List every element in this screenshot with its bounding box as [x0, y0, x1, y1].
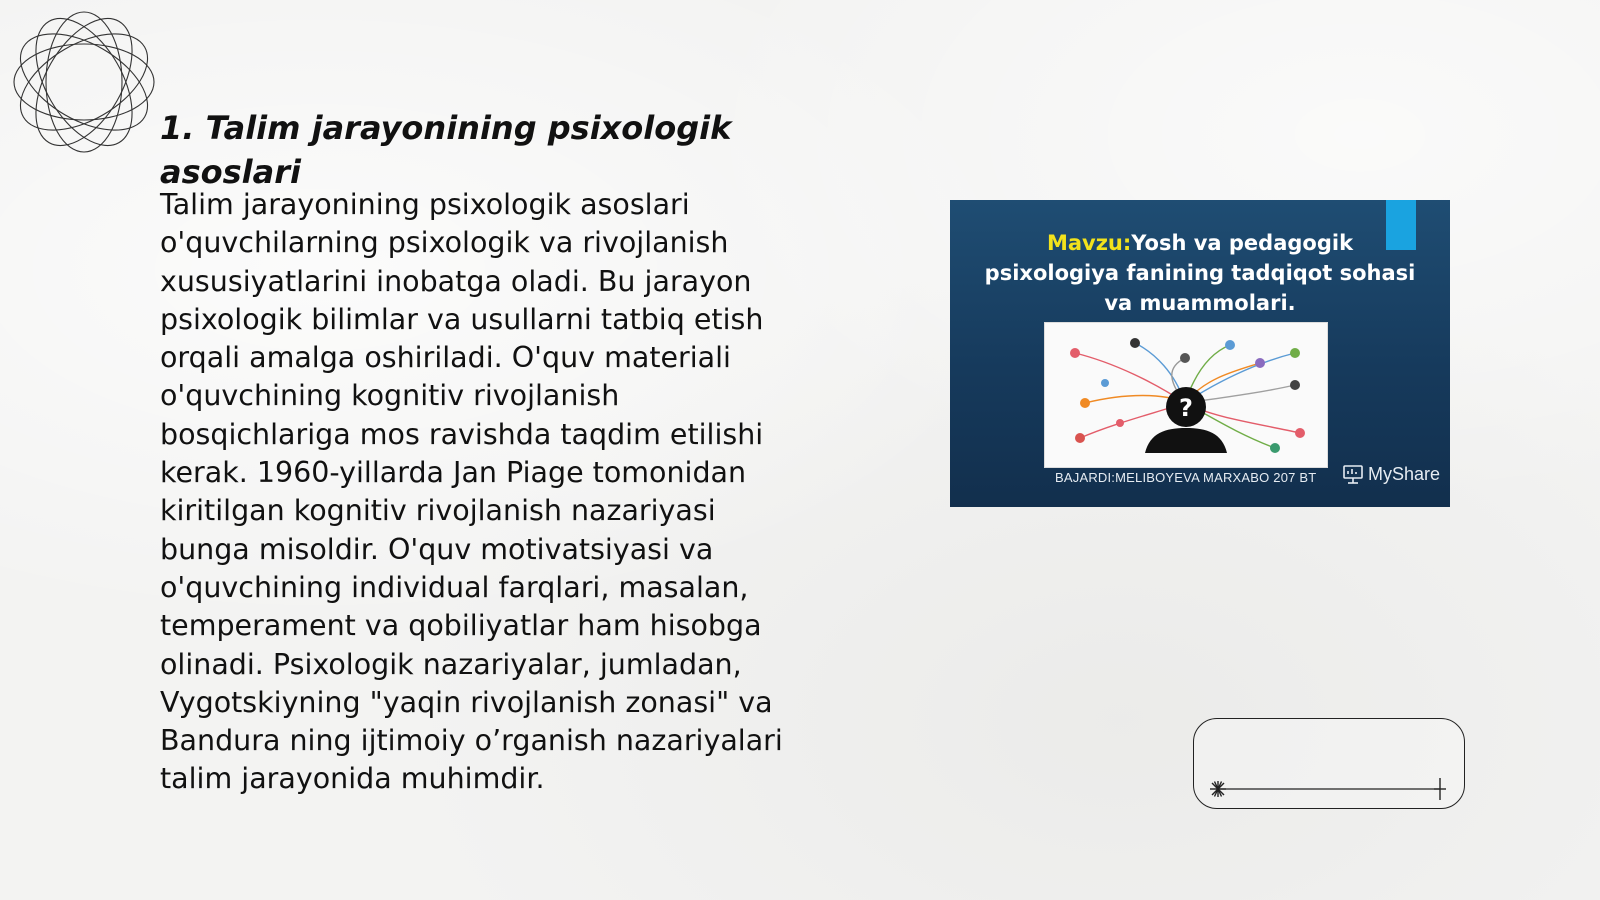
sunburst-icon: [1210, 781, 1226, 797]
plus-icon: [1434, 778, 1446, 800]
slide-title: 1. Talim jarayonining psixologik asoslari: [160, 109, 732, 191]
concentric-rings-icon: [10, 8, 158, 156]
image-title-keyword: Mavzu:: [1046, 231, 1132, 255]
image-title: [950, 228, 1450, 318]
decorative-slider: [1193, 718, 1465, 809]
image-title-line2: psixologiya fanining tadqiqot sohasi: [984, 261, 1416, 285]
image-title-line3: va muammolari.: [1104, 291, 1296, 315]
topic-slide-image: [950, 200, 1450, 507]
brand-label: [1342, 464, 1440, 485]
brand-text: MyShare: [1368, 464, 1441, 484]
image-footer: BAJARDI:MELIBOYEVA MARXABO 207 BT: [1055, 470, 1317, 485]
presentation-icon: [1342, 464, 1364, 484]
image-title-line1: Yosh va pedagogik: [1131, 231, 1354, 255]
mind-map-illustration: [1044, 322, 1328, 468]
slide-body-text: Talim jarayonining psixologik asoslari o'quvchilarning psixologik va rivojlanish xususiyatlarini inobatga oladi. Bu jarayon psixologik bilimlar va usullarni tatbiq etish orqali amalga oshiriladi. O'quv materiali o'quvchining kognitiv rivojlanish bosqichlariga mos ravishda taqdim etilishi kerak. 1960-yillarda Jan Piage tomonidan kiritilgan kognitiv rivojlanish nazariyasi bunga misoldir. O'quv motivatsiyasi va o'quvchining individual farqlari, masalan, temperament va qobiliyatlar ham hisobga olinadi. Psixologik nazariyalar, jumladan, Vygotskiyning "yaqin rivojlanish zonasi" va Bandura ning ijtimoiy o’rganish nazariyalari talim jarayonida muhimdir.: [160, 188, 783, 796]
question-mark-glyph: ?: [1179, 394, 1193, 422]
